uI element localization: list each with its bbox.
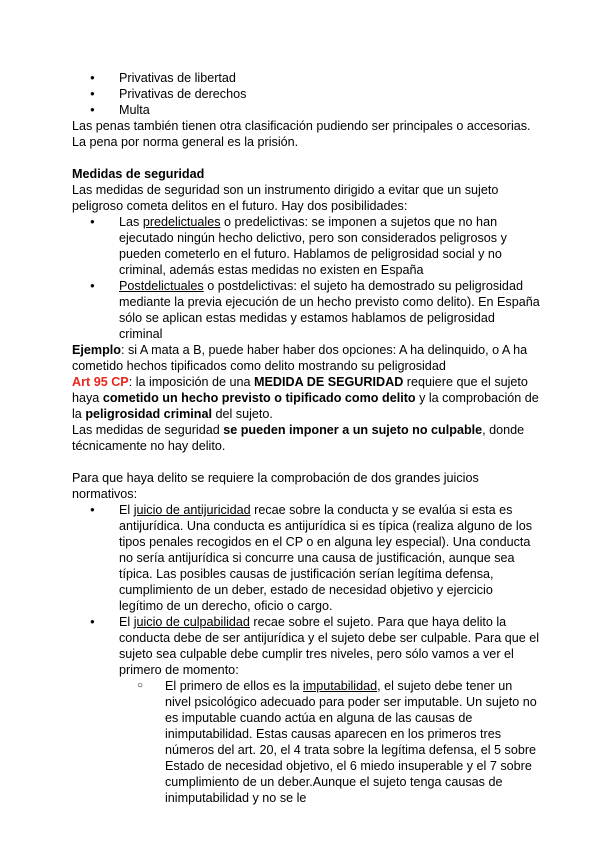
paragraph-juicios-intro: Para que haya delito se requiere la comprobación de dos grandes juicios normativos: [72, 471, 479, 501]
paragraph-art95: Art 95 CP: la imposición de una MEDIDA DE SEGURIDAD requiere que el sujeto haya cometido un hecho previsto o tipificado como delito y la comprobación de la peligrosidad criminal del sujeto. [72, 375, 539, 421]
list-item-postdelictuales: ● Postdelictuales o postdelictivas: el sujeto ha demostrado su peligrosidad mediante la previa ejecución de un hecho previsto como delito). En España sólo se aplican estas medidas y estamos hablamos de peligrosidad criminal [119, 278, 540, 342]
list-item-predelictuales: ● Las predelictuales o predelictivas: se imponen a sujetos que no han ejecutado ningún hecho delictivo, pero son considerados peligrosos y pueden cometerlo en el futuro. Hablamos de peligrosidad social y no criminal, además estas medidas no existen en España [119, 214, 540, 278]
list-item-culpabilidad: ● El juicio de culpabilidad recae sobre el sujeto. Para que haya delito la conducta debe de ser antijurídica y el sujeto debe ser culpable. Para que el sujeto sea culpable debe cumplir tres niveles, pero sólo vamos a ver el primero de momento: ○ El primero de ellos es la imputabilidad, el sujeto debe tener un nivel psicológico adecuado para poder ser imputable. Un sujeto no es imputable cuando actúa en alguna de las causas de inimputabilidad. Estas causas aparecen en los primeros tres números del art. 20, el 4 trata sobre la legítima defensa, el 5 sobre Estado de necesidad objetivo, el 6 miedo insuperable y el 7 sobre cumplimiento de un deber.Aunque el sujeto tenga causas de inimputabilidad y no se le [119, 614, 540, 806]
list-item: ● Privativas de derechos [119, 86, 540, 102]
list-item: ● Privativas de libertad [119, 70, 540, 86]
list-item-imputabilidad: ○ El primero de ellos es la imputabilidad, el sujeto debe tener un nivel psicológico adecuado para poder ser imputable. Un sujeto no es imputable cuando actúa en alguna de las causas de inimputabilidad. Estas causas aparecen en los primeros tres números del art. 20, el 4 trata sobre la legítima defensa, el 5 sobre Estado de necesidad objetivo, el 6 miedo insuperable y el 7 sobre cumplimiento de un deber.Aunque el sujeto tenga causas de inimputabilidad y no se le [165, 678, 540, 806]
term-culpabilidad: juicio de culpabilidad [133, 615, 250, 629]
paragraph-ejemplo: Ejemplo: si A mata a B, puede haber haber dos opciones: A ha delinquido, o A ha cometido hechos tipificados como delito mostrando su peligrosidad [72, 343, 528, 373]
medidas-list [72, 214, 540, 342]
juicios-list [72, 502, 540, 806]
term-antijuricidad: juicio de antijuricidad [133, 503, 251, 517]
section-heading-medidas: Medidas de seguridad [72, 167, 205, 181]
term-imputabilidad: imputabilidad [302, 679, 378, 693]
paragraph-accesorias: Las penas también tienen otra clasificación pudiendo ser principales o accesorias. [72, 119, 531, 133]
list-item-antijuricidad: ● El juicio de antijuricidad recae sobre la conducta y se evalúa si esta es antijurídica. Una conducta es antijurídica si es típica (realiza alguno de los tipos penales recogidos en el CP o en alguna ley especial). Una conducta no sería antijurídica si concurre una causa de justificación, aunque sea típica. Las posibles causas de justificación serían legítima defensa, cumplimiento de un deber, estado de necesidad objetivo y ejercicio legítimo de un derecho, oficio o cargo. [119, 502, 540, 614]
ejemplo-label: Ejemplo [72, 343, 121, 357]
paragraph-no-culpable: Las medidas de seguridad se pueden imponer a un sujeto no culpable, donde técnicamente no hay delito. [72, 423, 525, 453]
paragraph-medidas-intro: Las medidas de seguridad son un instrumento dirigido a evitar que un sujeto peligroso cometa delitos en el futuro. Hay dos posibilidades: [72, 183, 499, 213]
term-predelictuales: predelictuales [142, 215, 221, 229]
art95-label: Art 95 CP [72, 375, 129, 389]
penas-list [72, 70, 540, 118]
paragraph-prision: La pena por norma general es la prisión. [72, 135, 299, 149]
term-postdelictuales: Postdelictuales [119, 279, 204, 293]
list-item: ● Multa [119, 102, 540, 118]
culpabilidad-sublist [119, 678, 540, 806]
